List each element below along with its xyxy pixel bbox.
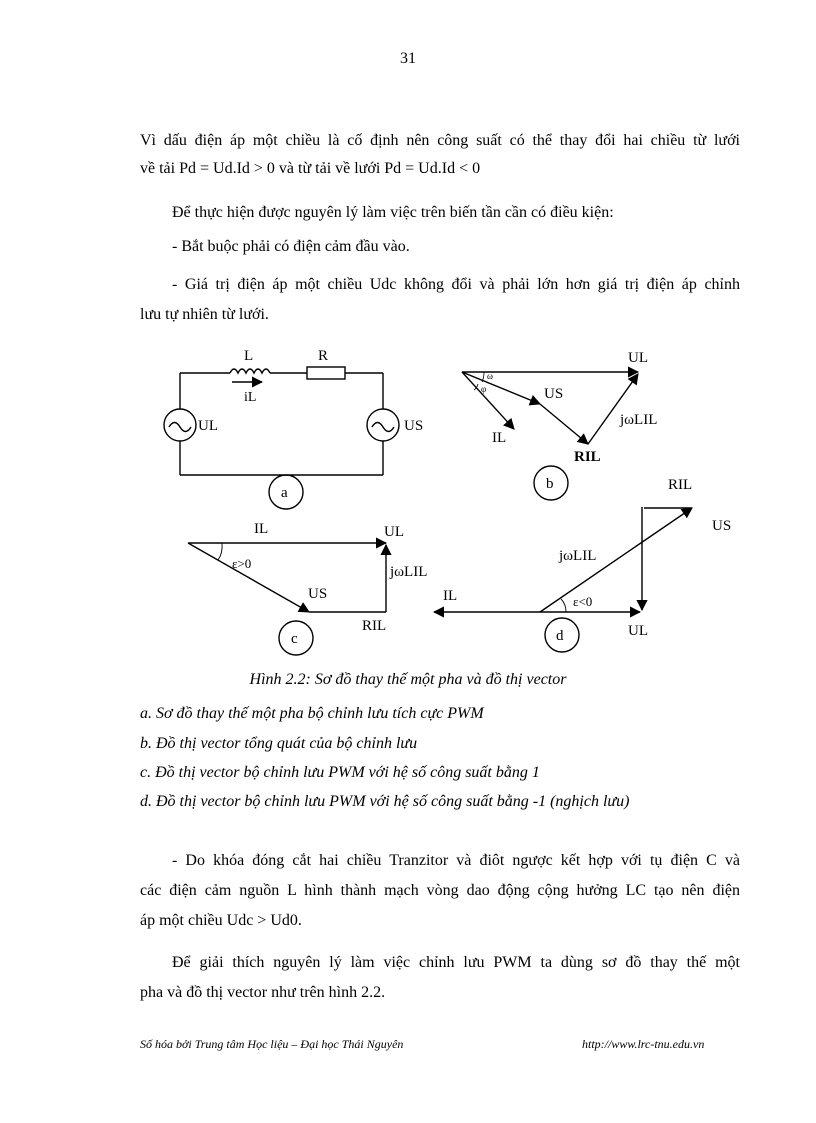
- para3: - Bắt buộc phải có điện cảm đầu vào.: [172, 238, 410, 255]
- label-iL: iL: [244, 390, 257, 405]
- legend-item-b: b. Đồ thị vector tổng quát của bộ chỉnh lưu: [140, 735, 418, 752]
- id-d: d: [556, 628, 564, 644]
- label-eps-c: ε>0: [232, 556, 252, 571]
- label-US-c: US: [308, 586, 328, 602]
- para1-line2: về tải Pd = Ud.Id > 0 và từ tải về lưới Pd = Ud.Id < 0: [140, 160, 481, 177]
- label-IL-b: IL: [492, 430, 507, 446]
- inductor-symbol: [230, 369, 270, 373]
- label-UL-c: UL: [384, 524, 404, 540]
- label-UL-b: UL: [628, 350, 648, 366]
- source-us-symbol: [367, 409, 399, 441]
- footer-link[interactable]: http://www.lrc-tnu.edu.vn: [582, 1037, 705, 1051]
- para5-line2: các điện cảm nguồn L hình thành mạch vòng dao động cộng hưởng LC tạo nên điện: [140, 882, 740, 899]
- para1-line1: Vì dấu điện áp một chiều là cố định nên công suất có thể thay đổi hai chiều từ lưới: [140, 132, 740, 149]
- resistor-symbol: [307, 367, 345, 379]
- para5-line3: áp một chiều Udc > Ud0.: [140, 912, 302, 929]
- label-UL-a: UL: [198, 418, 218, 434]
- label-jwLIL-b: jωLIL: [620, 412, 658, 428]
- label-IL-d: IL: [443, 588, 458, 604]
- id-c: c: [291, 631, 298, 647]
- label-RIL-c: RIL: [362, 618, 387, 634]
- para4-line2: lưu tự nhiên từ lưới.: [140, 306, 269, 323]
- para4-line1: - Giá trị điện áp một chiều Udc không đổi và phải lớn hơn giá trị điện áp chỉnh: [172, 276, 740, 293]
- legend-item-a: a. Sơ đồ thay thế một pha bộ chỉnh lưu tích cực PWM: [140, 705, 484, 722]
- figure-caption: Hình 2.2: Sơ đồ thay thế một pha và đồ thị vector: [249, 671, 567, 688]
- label-US-b: US: [544, 386, 564, 402]
- label-US-d: US: [712, 518, 732, 534]
- label-UL-d: UL: [628, 623, 648, 639]
- label-L: L: [244, 348, 254, 364]
- label-IL-c: IL: [254, 521, 269, 537]
- label-phi: φ: [481, 384, 487, 394]
- label-RIL-d: RIL: [668, 477, 693, 493]
- id-a: a: [281, 485, 288, 501]
- para6-line1: Để giải thích nguyên lý làm việc chỉnh lưu PWM ta dùng sơ đồ thay thế một: [172, 954, 740, 971]
- label-R: R: [318, 348, 329, 364]
- para6-line2: pha và đồ thị vector như trên hình 2.2.: [140, 984, 386, 1001]
- label-eps-d: ε<0: [573, 594, 593, 609]
- para5-line1: - Do khóa đóng cắt hai chiều Tranzitor và điôt ngược kết hợp với tụ điện C và: [172, 852, 740, 869]
- label-jwLIL-d: jωLIL: [559, 548, 597, 564]
- legend-item-d: d. Đồ thị vector bộ chỉnh lưu PWM với hệ số công suất bằng -1 (nghịch lưu): [140, 793, 630, 810]
- label-omega: ω: [487, 371, 493, 381]
- label-RIL-b: RIL: [574, 449, 601, 465]
- label-jwLIL-c: jωLIL: [390, 564, 428, 580]
- footer-left: Số hóa bởi Trung tâm Học liệu – Đại học Thái Nguyên: [140, 1037, 404, 1051]
- page-number: 31: [400, 50, 416, 67]
- legend-item-c: c. Đồ thị vector bộ chỉnh lưu PWM với hệ số công suất bằng 1: [140, 764, 540, 781]
- label-US-a: US: [404, 418, 424, 434]
- source-ul-symbol: [164, 409, 196, 441]
- id-b: b: [546, 476, 554, 492]
- diagram-c: [188, 543, 386, 655]
- para2: Để thực hiện được nguyên lý làm việc trên biến tần cần có điều kiện:: [172, 204, 614, 221]
